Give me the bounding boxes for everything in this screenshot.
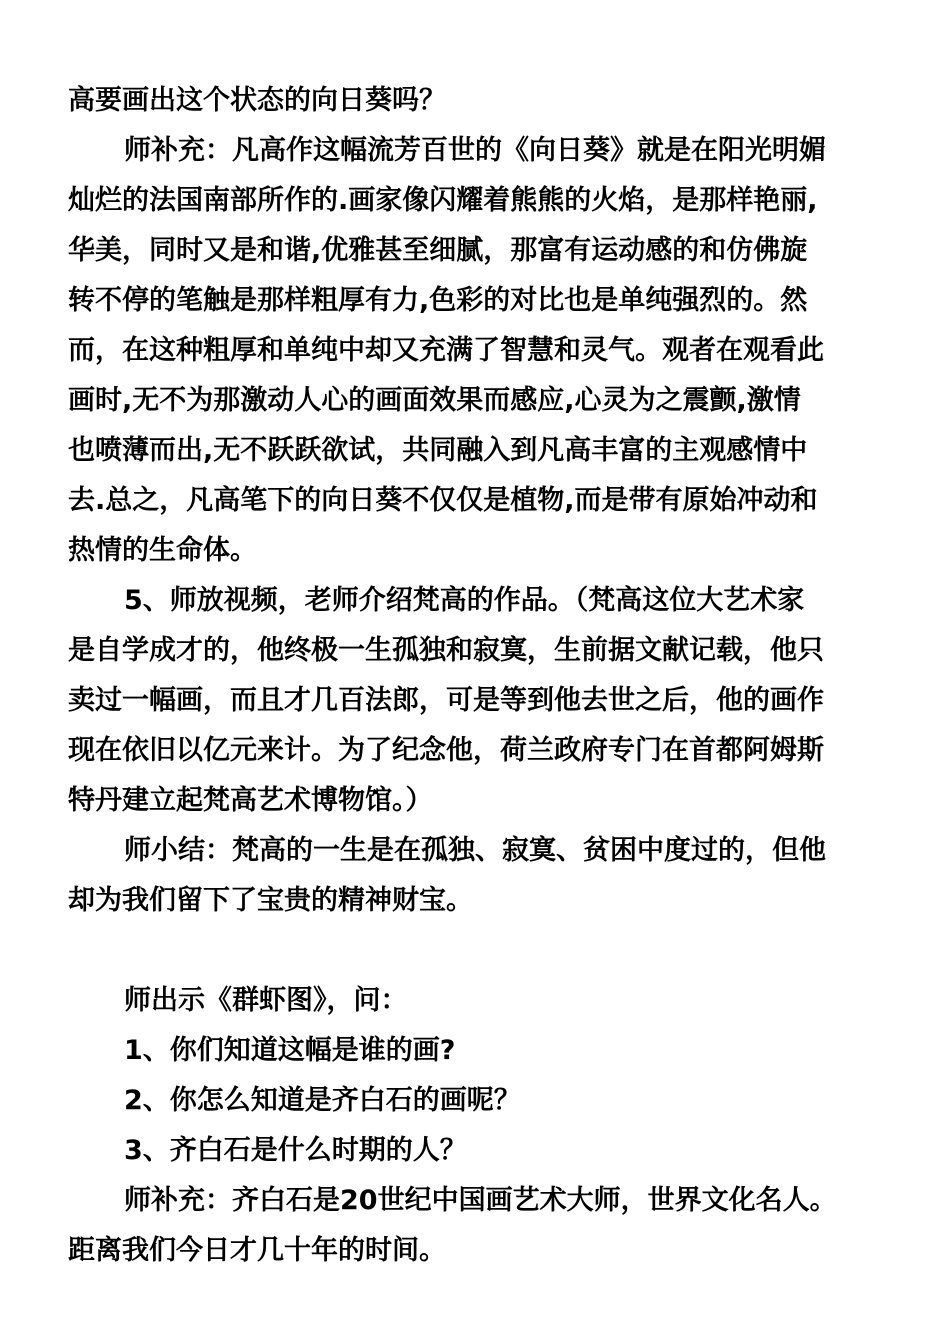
text-line: 1、你们知道这幅是谁的画?	[124, 1035, 456, 1066]
text-line: 而，在这种粗厚和单纯中却又充满了智慧和灵气。观者在观看此	[68, 335, 824, 366]
text-line: 是自学成才的，他终极一生孤独和寂寞，生前据文献记载，他只	[68, 635, 824, 666]
text-line: 师小结：梵高的一生是在孤独、寂寞、贫困中度过的，但他	[124, 835, 826, 866]
text-line: 距离我们今日才几十年的时间。	[68, 1235, 446, 1266]
text-line: 现在依旧以亿元来计。为了纪念他，荷兰政府专门在首都阿姆斯	[68, 735, 824, 766]
text-line: 师出示《群虾图》，问：	[124, 985, 408, 1016]
text-line: 华美，同时又是和谐,优雅甚至细腻，那富有运动感的和仿佛旋	[68, 235, 808, 266]
text-line: 3、齐白石是什么时期的人？	[124, 1135, 467, 1166]
text-line: 特丹建立起梵高艺术博物馆。）	[68, 785, 433, 816]
paragraph-gap	[68, 926, 888, 976]
text-line: 热情的生命体。	[68, 535, 257, 566]
text-line: 灿烂的法国南部所作的.画家像闪耀着熊熊的火焰，是那样艳丽,	[68, 185, 818, 216]
text-line: 转不停的笔触是那样粗厚有力,色彩的对比也是单纯强烈的。然	[68, 285, 808, 316]
text-line: 5、师放视频，老师介绍梵高的作品。（梵高这位大艺术家	[124, 585, 805, 616]
text-line: 高要画出这个状态的向日葵吗？	[68, 85, 446, 116]
text-line: 卖过一幅画，而且才几百法郎，可是等到他去世之后，他的画作	[68, 685, 824, 716]
document-page	[68, 76, 888, 1276]
text-line: 师补充：凡高作这幅流芳百世的《向日葵》就是在阳光明媚	[124, 135, 826, 166]
text-line: 也喷薄而出,无不跃跃欲试，共同融入到凡高丰富的主观感情中	[68, 435, 808, 466]
text-line: 却为我们留下了宝贵的精神财宝。	[68, 885, 473, 916]
text-line: 去.总之，凡高笔下的向日葵不仅仅是植物,而是带有原始冲动和	[68, 485, 818, 516]
text-line: 画时,无不为那激动人心的画面效果而感应,心灵为之震颤,激情	[68, 385, 801, 416]
text-line: 2、你怎么知道是齐白石的画呢？	[124, 1085, 521, 1116]
text-line: 师补充：齐白石是20世纪中国画艺术大师，世界文化名人。	[124, 1185, 837, 1216]
